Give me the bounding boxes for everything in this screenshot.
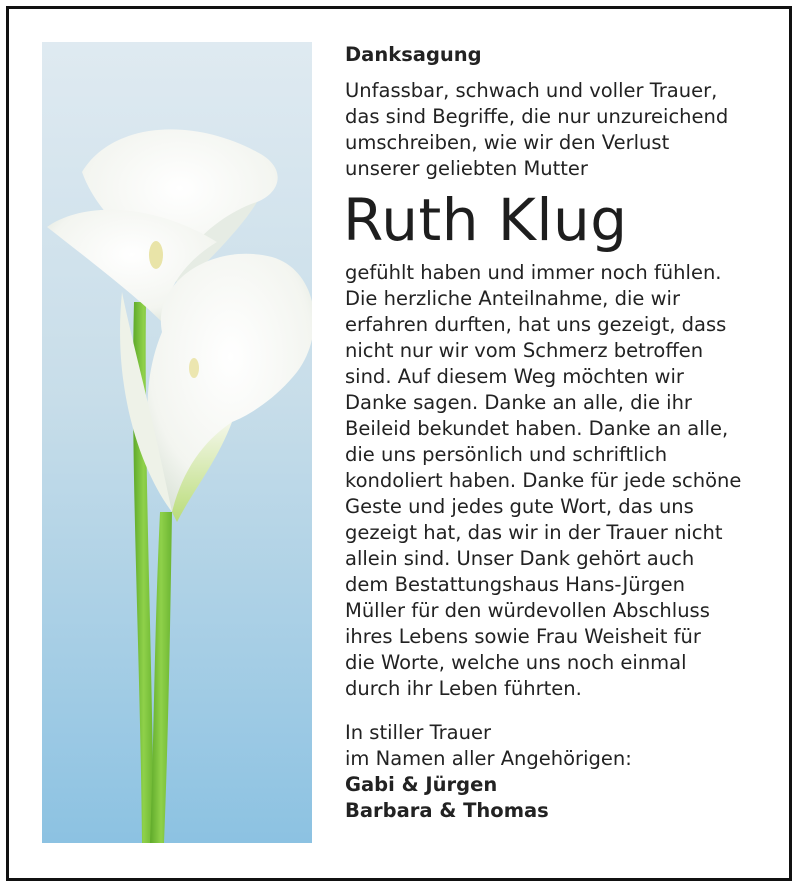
closing-line: im Namen aller Angehörigen:	[345, 747, 632, 770]
body-line: gezeigt hat, das wir in der Trauer nicht	[345, 521, 723, 544]
body-line: durch ihr Leben führten.	[345, 677, 582, 700]
signatory: Gabi & Jürgen	[345, 773, 498, 796]
body-line: Danke sagen. Danke an alle, die ihr	[345, 391, 692, 414]
body-line: Die herzliche Anteilnahme, die wir	[345, 287, 680, 310]
body-line: nicht nur wir vom Schmerz betroffen	[345, 339, 704, 362]
closing-text	[345, 720, 785, 824]
body-line: gefühlt haben und immer noch fühlen.	[345, 261, 722, 284]
body-line: ihres Lebens sowie Frau Weisheit für	[345, 625, 701, 648]
heading: Danksagung	[345, 43, 482, 66]
intro-line: das sind Begriffe, die nur unzureichend	[345, 105, 729, 128]
body-line: kondoliert haben. Danke für jede schöne	[345, 469, 742, 492]
body-line: allein sind. Unser Dank gehört auch	[345, 547, 695, 570]
intro-text	[345, 78, 785, 182]
body-text	[345, 260, 785, 702]
signatory: Barbara & Thomas	[345, 799, 549, 822]
body-line: sind. Auf diesem Weg möchten wir	[345, 365, 684, 388]
body-line: die uns persönlich und schriftlich	[345, 443, 668, 466]
closing-line: In stiller Trauer	[345, 721, 491, 744]
notice-text	[345, 42, 785, 824]
calla-lily-photo	[42, 42, 312, 843]
body-line: dem Bestattungshaus Hans-Jürgen	[345, 573, 686, 596]
body-line: Müller für den würdevollen Abschluss	[345, 599, 710, 622]
body-line: die Worte, welche uns noch einmal	[345, 651, 687, 674]
intro-line: unserer geliebten Mutter	[345, 157, 588, 180]
body-line: Geste und jedes gute Wort, das uns	[345, 495, 694, 518]
body-line: erfahren durften, hat uns gezeigt, dass	[345, 313, 727, 336]
intro-line: umschreiben, wie wir den Verlust	[345, 131, 670, 154]
calla-lily-icon	[42, 42, 312, 843]
body-line: Beileid bekundet haben. Danke an alle,	[345, 417, 729, 440]
intro-line: Unfassbar, schwach und voller Trauer,	[345, 79, 718, 102]
spacer	[345, 702, 785, 720]
deceased-name: Ruth Klug	[343, 186, 628, 254]
